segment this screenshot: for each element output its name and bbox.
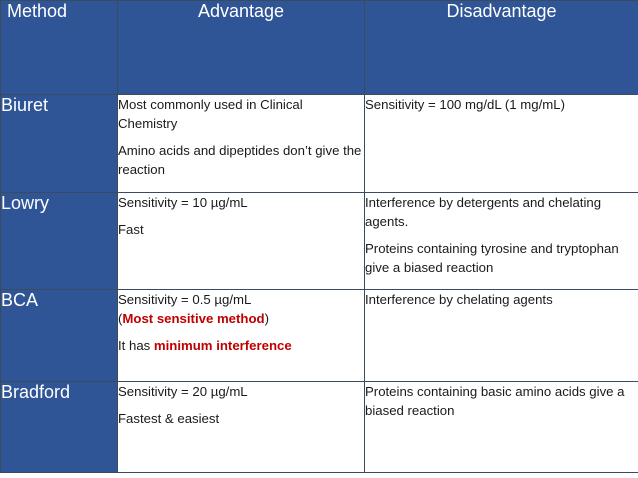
advantage-text: Sensitivity = 10 µg/mL: [118, 195, 248, 210]
sensitivity-text: Sensitivity = 0.5 µg/mL: [118, 292, 252, 307]
disadvantage-biuret: [365, 95, 638, 193]
advantage-bca: [118, 290, 365, 382]
table-row-biuret: [1, 95, 638, 193]
disadvantage-bca: [365, 290, 638, 382]
table-row-bradford: [1, 382, 638, 473]
table-row-bca: [1, 290, 638, 382]
header-disadvantage: Disadvantage: [365, 1, 638, 95]
highlight-minimum-interference: minimum interference: [153, 338, 292, 353]
disadvantage-text: Sensitivity = 100 mg/dL (1 mg/mL): [365, 97, 565, 112]
advantage-biuret: [118, 95, 365, 193]
disadvantage-text: Proteins containing basic amino acids give a biased reaction: [365, 384, 625, 418]
advantage-text: Most commonly used in Clinical Chemistry: [118, 97, 303, 131]
disadvantage-text: Interference by detergents and chelating agents.: [365, 195, 602, 229]
advantage-text: [118, 290, 364, 328]
disadvantage-lowry: [365, 193, 638, 290]
header-row: [1, 1, 638, 95]
advantage-text: [118, 336, 364, 355]
advantage-lowry: [118, 193, 365, 290]
header-method: Method: [1, 1, 118, 95]
advantage-text: Fastest & easiest: [118, 411, 220, 426]
disadvantage-text: Interference by chelating agents: [365, 292, 553, 307]
paren-open: (: [118, 311, 123, 326]
advantage-bradford: [118, 382, 365, 473]
method-bca: BCA: [1, 290, 118, 382]
interference-prefix: It has: [118, 338, 154, 353]
advantage-text: Amino acids and dipeptides don’t give the reaction: [118, 143, 362, 177]
method-biuret: Biuret: [1, 95, 118, 193]
highlight-most-sensitive: Most sensitive method: [122, 311, 265, 326]
method-bradford: Bradford: [1, 382, 118, 473]
header-advantage: Advantage: [118, 1, 365, 95]
advantage-text: Fast: [118, 222, 144, 237]
disadvantage-bradford: [365, 382, 638, 473]
table-row-lowry: [1, 193, 638, 290]
method-lowry: Lowry: [1, 193, 118, 290]
paren-close: ): [264, 311, 269, 326]
disadvantage-text: Proteins containing tyrosine and tryptophan give a biased reaction: [365, 241, 619, 275]
advantage-text: Sensitivity = 20 µg/mL: [118, 384, 248, 399]
